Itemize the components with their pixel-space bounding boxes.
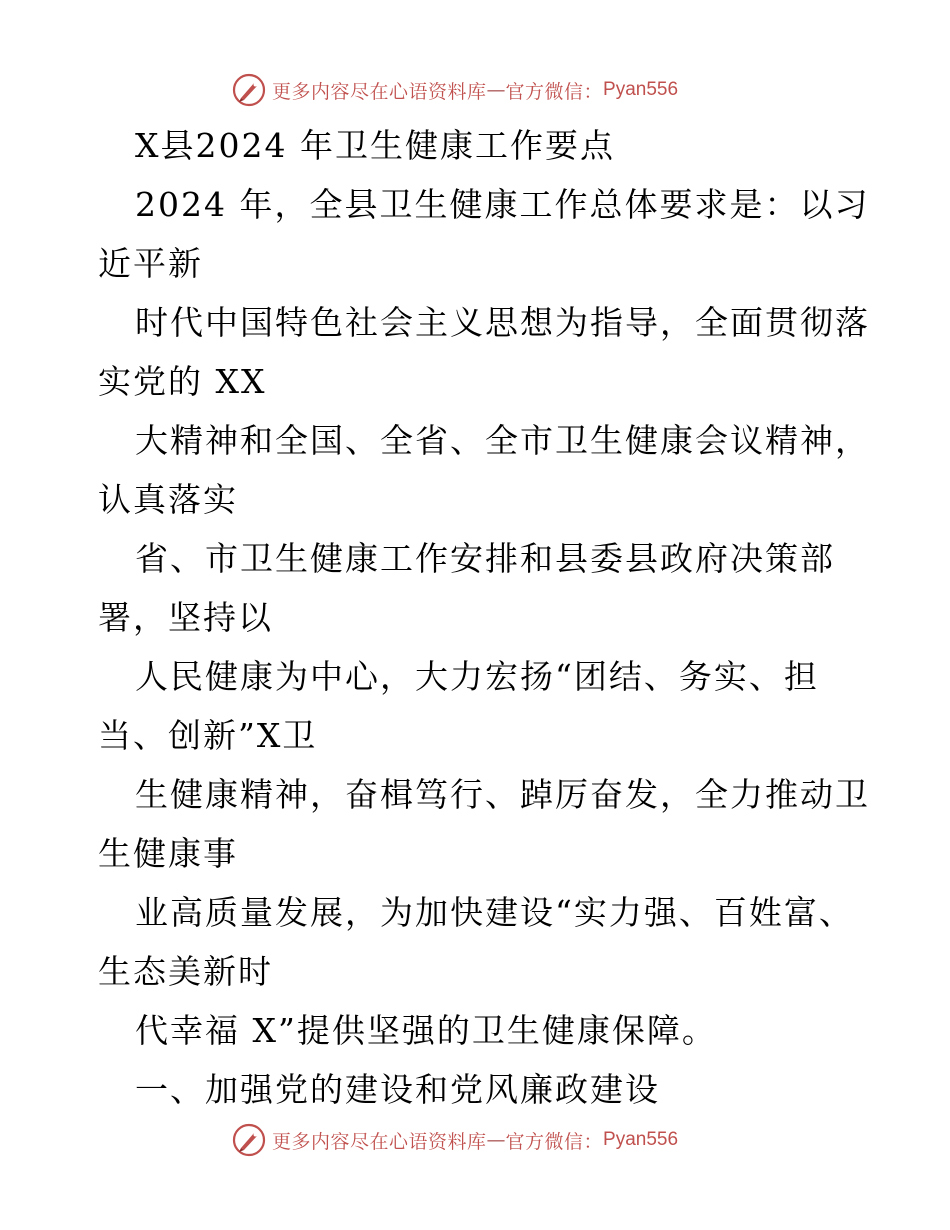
pen-logo-icon [232, 1123, 266, 1157]
paragraph-line: 认真落实 [98, 480, 238, 519]
watermark-header [232, 72, 678, 108]
paragraph-line: 实党的 XX [98, 362, 267, 401]
watermark-id: Pyan556 [603, 79, 679, 100]
section-heading: 一、加强党的建设和党风廉政建设 [135, 1070, 660, 1109]
document-title: X县2024 年卫生健康工作要点 [135, 126, 615, 165]
watermark-text: 更多内容尽在心语资料库 [272, 80, 487, 103]
watermark-id: Pyan556 [603, 1129, 679, 1150]
paragraph-line: 大精神和全国、全省、全市卫生健康会议精神， [135, 421, 870, 460]
paragraph-line: 人民健康为中心，大力宏扬“团结、务实、担 [135, 657, 819, 696]
watermark-footer [232, 1122, 678, 1158]
paragraph-line: 时代中国特色社会主义思想为指导，全面贯彻落 [135, 303, 870, 342]
paragraph-line: 省、市卫生健康工作安排和县委县政府决策部 [135, 539, 835, 578]
paragraph-line: 生态美新时 [98, 952, 273, 991]
watermark-text: 更多内容尽在心语资料库 [272, 1130, 487, 1153]
paragraph-line: 生健康精神，奋楫笃行、踔厉奋发，全力推动卫 [135, 775, 870, 814]
paragraph-line: 当、创新”X卫 [98, 716, 318, 755]
paragraph-line: 2024 年，全县卫生健康工作总体要求是：以习 [135, 185, 870, 224]
paragraph-line: 生健康事 [98, 834, 238, 873]
paragraph-line: 代幸福 X”提供坚强的卫生健康保障。 [135, 1011, 717, 1050]
pen-logo-icon [232, 73, 266, 107]
watermark-label: 官方微信： [505, 1130, 604, 1153]
paragraph-line: 业高质量发展，为加快建设“实力强、百姓富、 [135, 893, 854, 932]
watermark-separator: — [486, 79, 506, 101]
watermark-label: 官方微信： [505, 80, 604, 103]
paragraph-line: 近平新 [98, 244, 203, 283]
paragraph-line: 署，坚持以 [98, 598, 273, 637]
watermark-separator: — [486, 1129, 506, 1151]
